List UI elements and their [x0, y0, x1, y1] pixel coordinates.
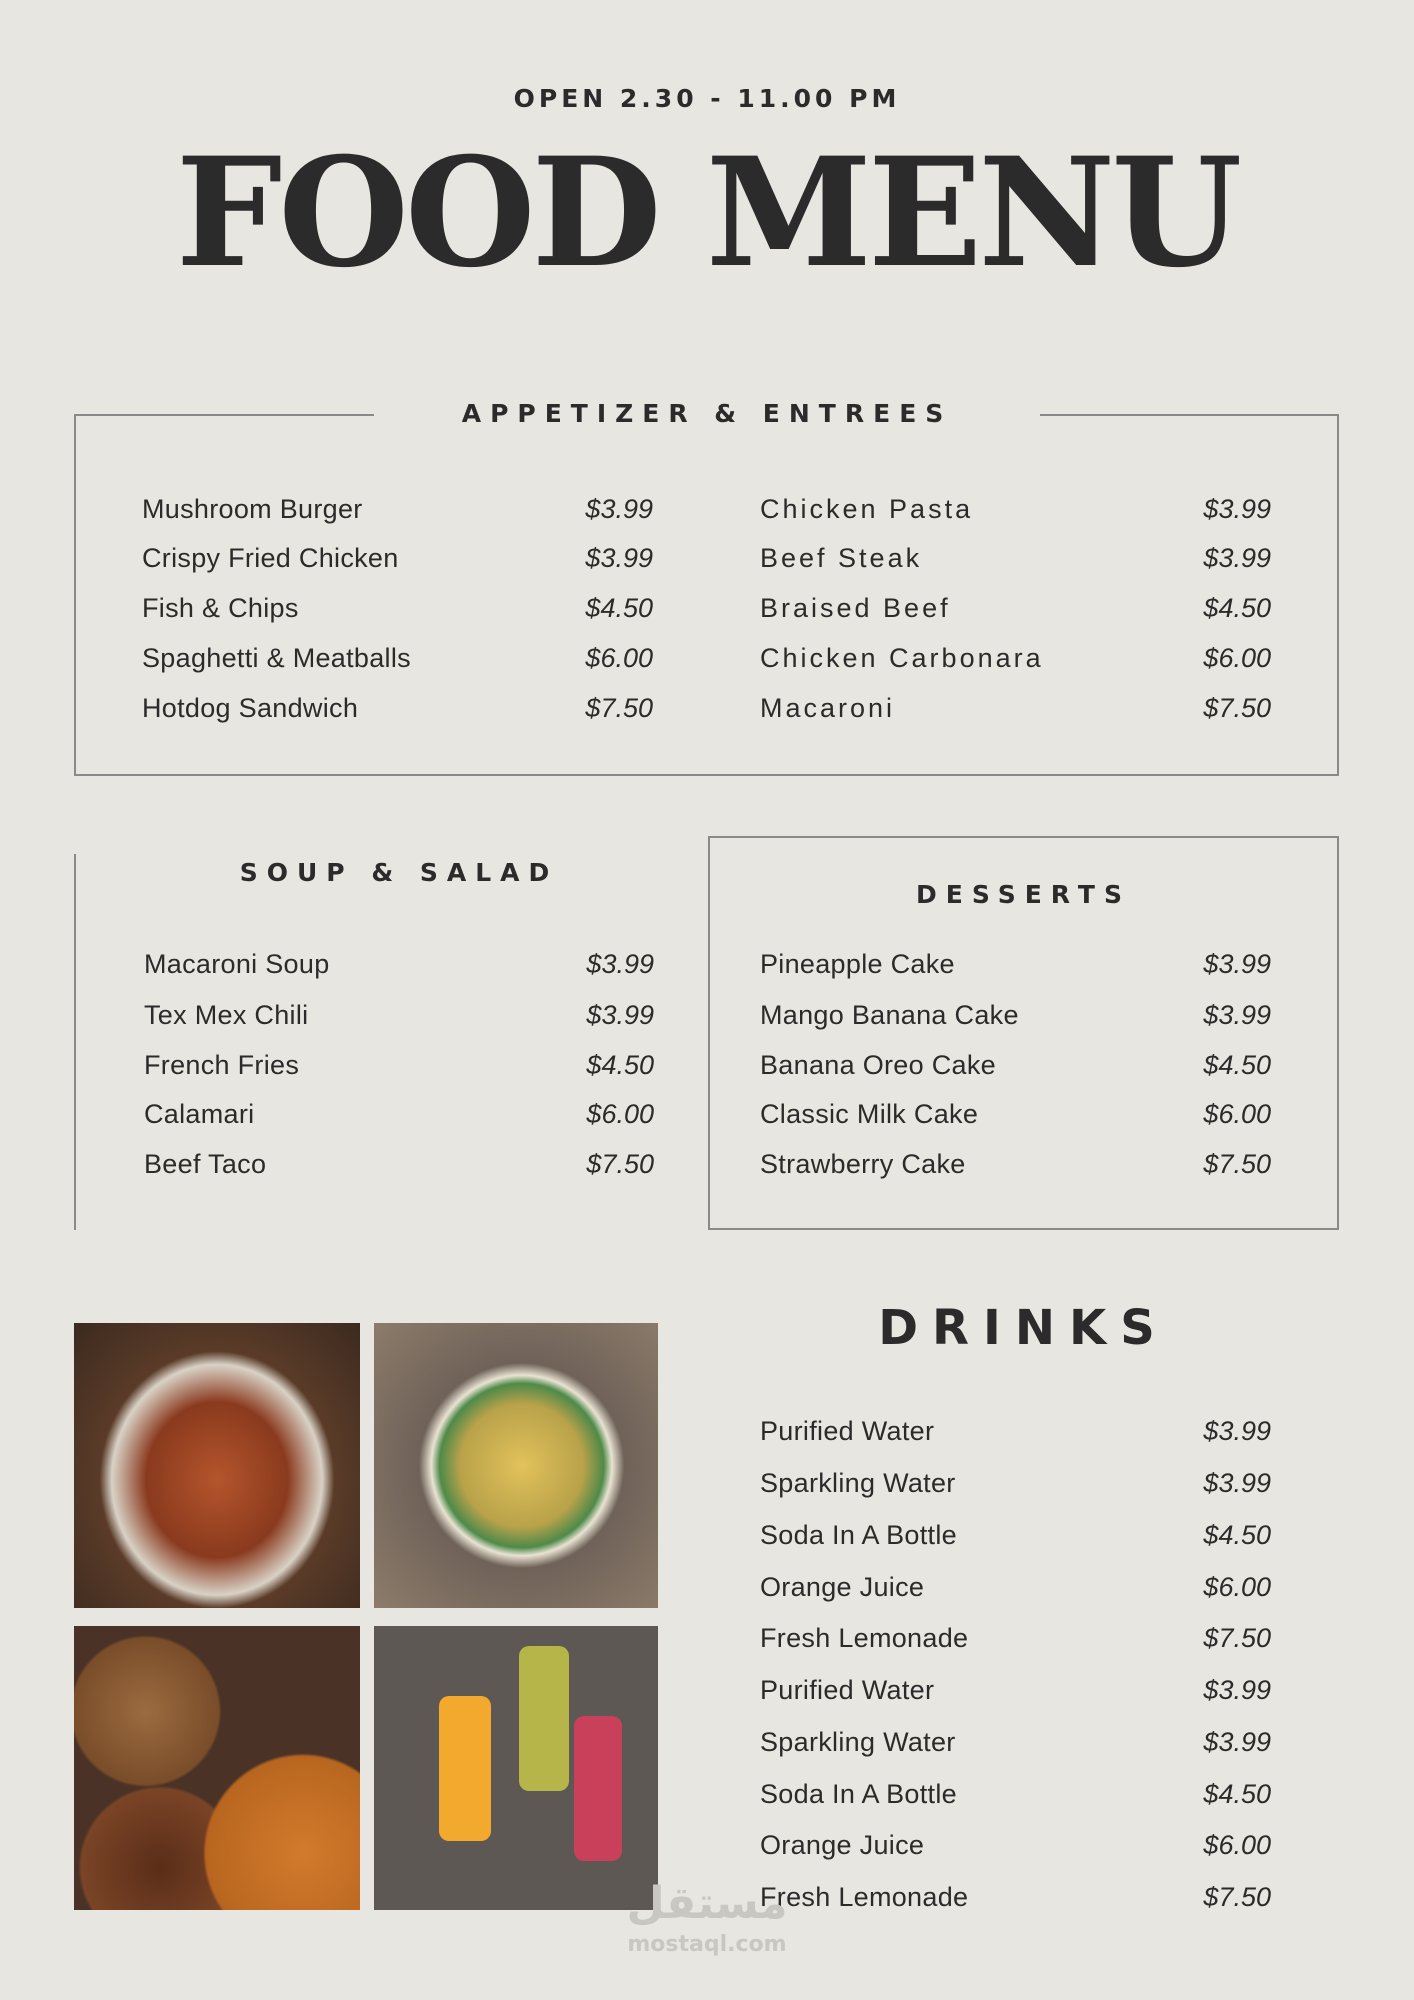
- menu-item-price: $7.50: [586, 1149, 654, 1179]
- menu-item-price: $3.99: [1203, 1727, 1271, 1757]
- menu-item-name: Calamari: [144, 1099, 255, 1129]
- menu-item-name: Classic Milk Cake: [760, 1099, 979, 1129]
- photo-juice-bottles: [374, 1626, 658, 1910]
- bottle-green: [519, 1646, 569, 1791]
- menu-item-name: Fresh Lemonade: [760, 1882, 969, 1912]
- photo-vegetable-soup: [374, 1323, 658, 1608]
- menu-item-price: $4.50: [1203, 593, 1271, 623]
- menu-item-price: $4.50: [585, 593, 653, 623]
- menu-item-name: Spaghetti & Meatballs: [142, 643, 411, 673]
- menu-item-price: $7.50: [1203, 693, 1271, 723]
- menu-item-price: $6.00: [1203, 1572, 1271, 1602]
- menu-item-name: Pineapple Cake: [760, 949, 955, 979]
- menu-item-price: $3.99: [1203, 543, 1271, 573]
- menu-item-name: Orange Juice: [760, 1572, 925, 1602]
- page-title: FOOD MENU: [175, 125, 1239, 301]
- menu-item-name: Chicken Pasta: [760, 494, 974, 524]
- menu-item-name: Fresh Lemonade: [760, 1623, 969, 1653]
- bottle-red: [574, 1716, 622, 1861]
- menu-item-name: Mango Banana Cake: [760, 1000, 1019, 1030]
- menu-item-name: Sparkling Water: [760, 1727, 956, 1757]
- menu-item-name: Macaroni Soup: [144, 949, 330, 979]
- watermark-arabic: مستقل: [626, 1878, 788, 1929]
- menu-item-name: Hotdog Sandwich: [142, 693, 359, 723]
- menu-item-price: $6.00: [1203, 1099, 1271, 1129]
- menu-item-price: $6.00: [585, 643, 653, 673]
- menu-item-name: Sparkling Water: [760, 1468, 956, 1498]
- menu-item-price: $6.00: [1203, 1830, 1271, 1860]
- menu-item-name: Soda In A Bottle: [760, 1779, 957, 1809]
- menu-item-price: $3.99: [1203, 1675, 1271, 1705]
- menu-item-name: French Fries: [144, 1050, 300, 1080]
- menu-item-name: Macaroni: [760, 693, 896, 723]
- menu-item-name: Chicken Carbonara: [760, 643, 1044, 673]
- appetizer-heading: APPETIZER & ENTREES: [461, 399, 953, 428]
- menu-item-price: $3.99: [1203, 1000, 1271, 1030]
- menu-item-price: $4.50: [1203, 1779, 1271, 1809]
- bottle-orange: [439, 1696, 491, 1841]
- drinks-heading: DRINKS: [878, 1300, 1169, 1356]
- menu-item-name: Banana Oreo Cake: [760, 1050, 996, 1080]
- menu-item-price: $7.50: [1203, 1149, 1271, 1179]
- menu-item-name: Purified Water: [760, 1416, 935, 1446]
- menu-item-name: Strawberry Cake: [760, 1149, 966, 1179]
- soup-divider: [74, 854, 76, 1230]
- menu-item-price: $3.99: [586, 949, 654, 979]
- menu-item-price: $3.99: [1203, 1468, 1271, 1498]
- menu-item-price: $4.50: [1203, 1050, 1271, 1080]
- watermark-latin: mostaql.com: [627, 1932, 787, 1957]
- opening-hours: OPEN 2.30 - 11.00 PM: [513, 84, 901, 113]
- menu-item-name: Tex Mex Chili: [144, 1000, 309, 1030]
- desserts-heading: DESSERTS: [916, 880, 1131, 909]
- menu-item-price: $7.50: [1203, 1882, 1271, 1912]
- menu-item-name: Crispy Fried Chicken: [142, 543, 399, 573]
- photo-grilled-chicken: [74, 1323, 360, 1608]
- menu-item-price: $3.99: [585, 543, 653, 573]
- menu-item-price: $3.99: [1203, 1416, 1271, 1446]
- menu-item-price: $6.00: [1203, 643, 1271, 673]
- menu-item-name: Purified Water: [760, 1675, 935, 1705]
- menu-item-price: $3.99: [1203, 949, 1271, 979]
- menu-item-name: Orange Juice: [760, 1830, 925, 1860]
- photo-cookies-and-pie: [74, 1626, 360, 1910]
- menu-item-price: $4.50: [586, 1050, 654, 1080]
- menu-item-price: $6.00: [586, 1099, 654, 1129]
- menu-item-name: Beef Taco: [144, 1149, 267, 1179]
- soup-heading: SOUP & SALAD: [239, 858, 559, 887]
- menu-item-name: Braised Beef: [760, 593, 951, 623]
- menu-item-name: Soda In A Bottle: [760, 1520, 957, 1550]
- menu-item-price: $3.99: [586, 1000, 654, 1030]
- menu-item-name: Beef Steak: [760, 543, 923, 573]
- menu-item-name: Mushroom Burger: [142, 494, 363, 524]
- menu-item-price: $3.99: [1203, 494, 1271, 524]
- menu-item-price: $4.50: [1203, 1520, 1271, 1550]
- menu-item-price: $7.50: [1203, 1623, 1271, 1653]
- menu-item-price: $7.50: [585, 693, 653, 723]
- menu-item-price: $3.99: [585, 494, 653, 524]
- menu-item-name: Fish & Chips: [142, 593, 299, 623]
